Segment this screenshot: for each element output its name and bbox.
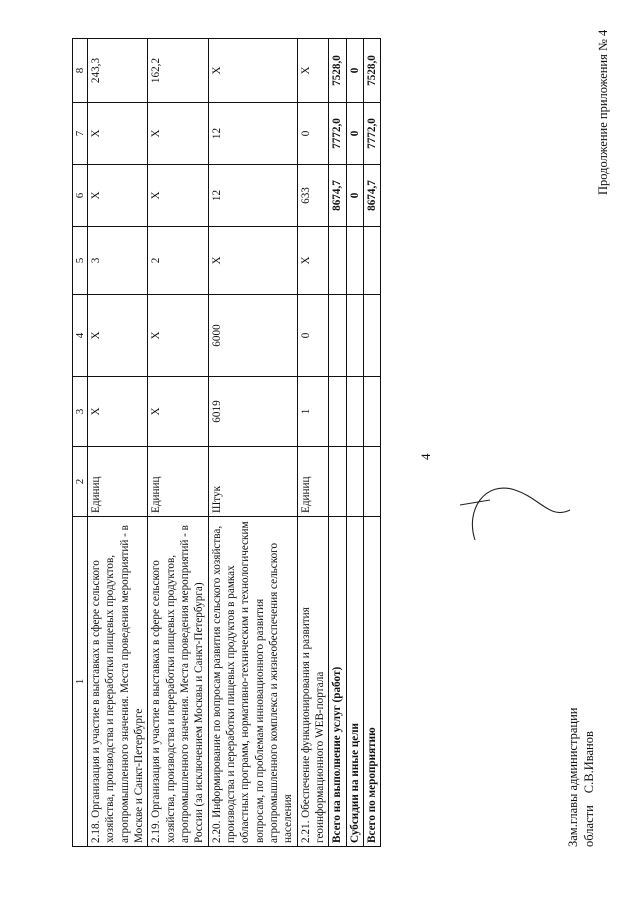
empty-cell (346, 227, 363, 295)
value-cell: Х (88, 377, 148, 447)
value-cell: 0 (297, 103, 329, 165)
total-row (329, 39, 346, 847)
empty-cell (329, 377, 346, 447)
total-value: 0 (346, 165, 363, 227)
value-cell: Х (88, 165, 148, 227)
unit-cell: Единиц (297, 447, 329, 517)
value-cell: 243,3 (88, 39, 148, 103)
value-cell: Х (148, 165, 208, 227)
column-number: 2 (73, 447, 88, 517)
activity-description: 2.20. Информирование по вопросам развития сельского хозяйства, производства и переработки пищевых продуктов в рамках областных программ, нормативно-техническим и технологическим вопросам, по проблемам инновационного развития агропромышленного комплекса и жизнеобеспечения сельского населения (208, 517, 297, 847)
unit-cell: Единиц (88, 447, 148, 517)
report-table (72, 38, 381, 847)
total-value: 7528,0 (329, 39, 346, 103)
empty-cell (363, 447, 380, 517)
value-cell: 6000 (208, 295, 297, 377)
empty-cell (329, 447, 346, 517)
continuation-caption: Продолжение приложения № 4 (596, 29, 610, 195)
empty-cell (346, 447, 363, 517)
column-number: 8 (73, 39, 88, 103)
signatory-title-line2 (582, 708, 598, 847)
total-value: 8674,7 (363, 165, 380, 227)
signatory-title: Зам.главы администрации (566, 707, 580, 847)
column-number: 3 (73, 377, 88, 447)
value-cell: Х (88, 103, 148, 165)
value-cell: Х (208, 227, 297, 295)
total-value: 0 (346, 39, 363, 103)
value-cell: 1 (297, 377, 329, 447)
value-cell: 3 (88, 227, 148, 295)
value-cell: Х (297, 227, 329, 295)
empty-cell (346, 295, 363, 377)
table-row (297, 39, 329, 847)
column-number: 6 (73, 165, 88, 227)
total-value: 7528,0 (363, 39, 380, 103)
value-cell: Х (297, 39, 329, 103)
unit-cell: Штук (208, 447, 297, 517)
total-label: Всего по мероприятию (363, 517, 380, 847)
total-label: Субсидии на иные цели (346, 517, 363, 847)
column-number-row (73, 39, 88, 847)
value-cell: Х (208, 39, 297, 103)
value-cell: 6019 (208, 377, 297, 447)
unit-cell: Единиц (148, 447, 208, 517)
activity-description: 2.21. Обеспечение функционирования и развития геоинформационного WEB-портала (297, 517, 329, 847)
total-value: 7772,0 (363, 103, 380, 165)
signatory-name: С.В.Иванов (581, 731, 596, 794)
activity-description: 2.19. Организация и участие в выставках в сфере сельского хозяйства, производства и переработки пищевых продуктов, агропромышленного значения. Места проведения мероприятий - в России (за исключением Москвы и Санкт-Петербурга) (148, 517, 208, 847)
table-row (208, 39, 297, 847)
signatory-region: области (581, 805, 596, 847)
value-cell: 12 (208, 165, 297, 227)
empty-cell (329, 227, 346, 295)
value-cell: Х (148, 377, 208, 447)
total-row (363, 39, 380, 847)
empty-cell (363, 295, 380, 377)
value-cell: 162,2 (148, 39, 208, 103)
value-cell: 0 (297, 295, 329, 377)
column-number: 5 (73, 227, 88, 295)
signature-block (566, 708, 597, 847)
page-number: 4 (418, 453, 433, 460)
value-cell: 2 (148, 227, 208, 295)
column-number: 4 (73, 295, 88, 377)
total-value: 8674,7 (329, 165, 346, 227)
table-row (148, 39, 208, 847)
value-cell: Х (148, 295, 208, 377)
value-cell: Х (88, 295, 148, 377)
total-label: Всего на выполнение услуг (работ) (329, 517, 346, 847)
total-value: 0 (346, 103, 363, 165)
empty-cell (329, 295, 346, 377)
value-cell: Х (148, 103, 208, 165)
empty-cell (363, 227, 380, 295)
activity-description: 2.18. Организация и участие в выставках в сфере сельского хозяйства, производства и переработки пищевых продуктов, агропромышленного значения. Места проведения мероприятий - в Москве и Санкт-Петербурге (88, 517, 148, 847)
column-number: 7 (73, 103, 88, 165)
value-cell: 633 (297, 165, 329, 227)
table-row (88, 39, 148, 847)
total-value: 7772,0 (329, 103, 346, 165)
handwritten-signature (455, 470, 575, 550)
empty-cell (363, 377, 380, 447)
value-cell: 12 (208, 103, 297, 165)
total-row (346, 39, 363, 847)
column-number: 1 (73, 517, 88, 847)
empty-cell (346, 377, 363, 447)
